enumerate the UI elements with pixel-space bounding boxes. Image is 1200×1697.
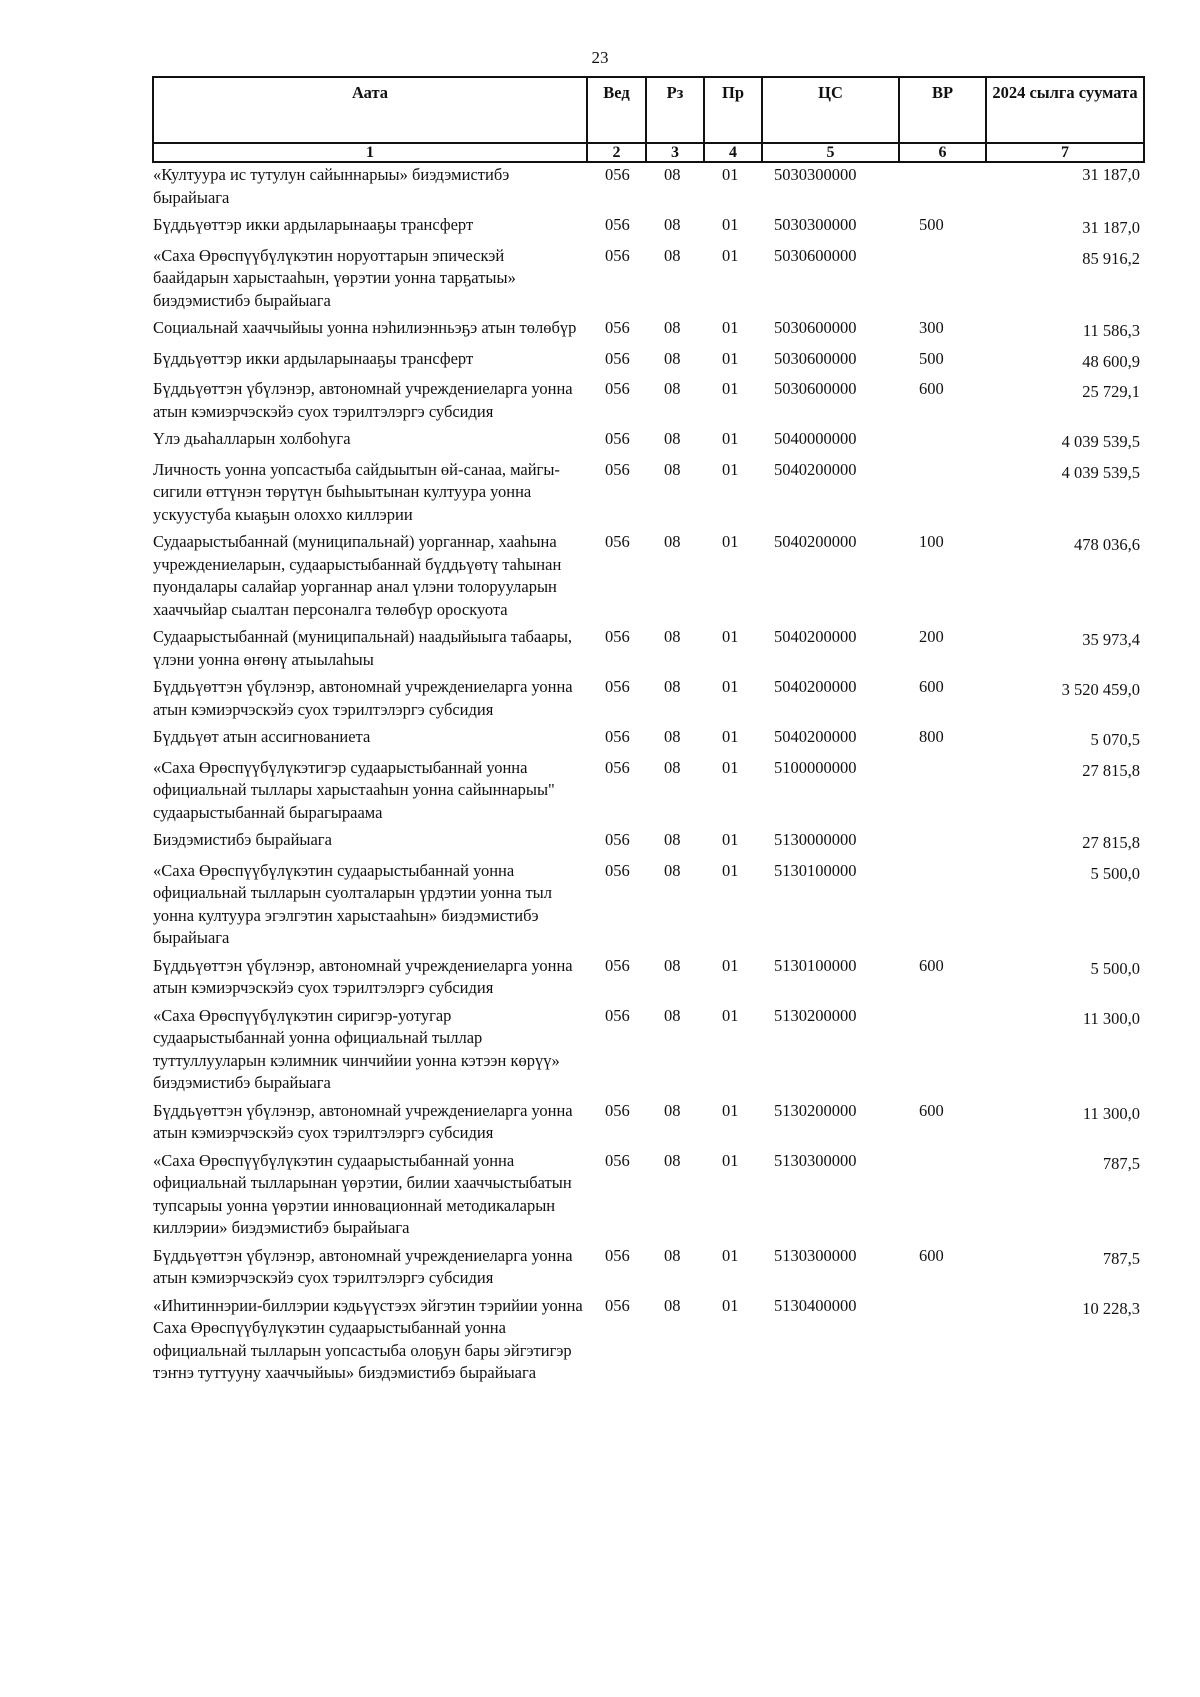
row-sum: 787,5 bbox=[1102, 1153, 1140, 1173]
row-vr: 500 bbox=[919, 215, 944, 234]
row-sum: 11 300,0 bbox=[1082, 1008, 1140, 1028]
row-sum: 5 070,5 bbox=[1090, 730, 1140, 749]
row-vr: 600 bbox=[919, 1100, 944, 1120]
row-ved: 056 bbox=[605, 532, 630, 551]
row-ved: 056 bbox=[605, 215, 630, 234]
row-cs: 5040200000 bbox=[774, 727, 857, 746]
table-row bbox=[153, 459, 1144, 532]
row-name: Үлэ дьаһалларын холбоһуга bbox=[153, 429, 351, 448]
row-sum: 11 300,0 bbox=[1082, 1103, 1140, 1123]
row-ved: 056 bbox=[605, 459, 630, 479]
row-pr: 01 bbox=[722, 379, 739, 398]
row-vr bbox=[899, 245, 986, 318]
row-cs: 5040200000 bbox=[774, 532, 857, 551]
header-rz: Рз bbox=[646, 77, 704, 143]
row-name: «Саха Өрөспүүбүлүкэтин судаарыстыбаннай уонна официальнай тылларын суолталарын үрдэтии уонна тыл уонна култуура эгэлгэтин харыстааһын» биэдэмистибэ бырайыага bbox=[153, 860, 552, 947]
row-ved: 056 bbox=[605, 245, 630, 265]
row-ved: 056 bbox=[605, 318, 630, 337]
row-cs: 5040200000 bbox=[774, 627, 857, 646]
row-name: Социальнай хааччыйыы уонна нэһилиэнньэҕэ атын төлөбүр bbox=[153, 318, 577, 337]
row-sum: 3 520 459,0 bbox=[1061, 680, 1140, 699]
row-vr bbox=[899, 829, 986, 860]
row-rz: 08 bbox=[664, 379, 681, 398]
row-vr: 600 bbox=[919, 379, 944, 398]
row-rz: 08 bbox=[664, 1100, 681, 1120]
row-cs: 5130200000 bbox=[774, 1005, 857, 1025]
row-name: «Саха Өрөспүүбүлүкэтин сиригэр-уотугар судаарыстыбаннай уонна официальнай тыллар туттуллууларын кэлимник чинчийии уонна кэтээн көрүү» биэдэмистибэ бырайыага bbox=[153, 1005, 560, 1092]
column-number: 5 bbox=[762, 143, 899, 162]
row-pr: 01 bbox=[722, 677, 739, 696]
table-row bbox=[153, 1150, 1144, 1245]
row-rz: 08 bbox=[664, 1005, 681, 1025]
budget-table bbox=[152, 76, 1145, 1390]
row-vr bbox=[899, 162, 986, 214]
row-name: Судаарыстыбаннай (муниципальнай) наадыйыыга табаары, үлэни уонна өҥөнү атыылаһыы bbox=[153, 627, 573, 669]
row-name: «Иһитиннэрии-биллэрии кэдьүүстээх эйгэтин тэрийии уонна Саха Өрөспүүбүлүкэтин судаарыстыбаннай уонна официальнай тылларын уопсастыба олоҕун бары эйгэтигэр тэҥнэ туттууну хааччыйыы» биэдэмистибэ бырайыага bbox=[153, 1295, 583, 1382]
row-vr: 600 bbox=[919, 1245, 944, 1265]
row-name: Бүддьүөттэр икки ардыларынааҕы трансферт bbox=[153, 348, 474, 368]
table-row bbox=[153, 378, 1144, 428]
row-name: «Култуура ис тутулун сайыннарыы» биэдэмистибэ бырайыага bbox=[153, 165, 510, 207]
row-pr: 01 bbox=[722, 245, 739, 265]
row-name: Биэдэмистибэ бырайыага bbox=[153, 830, 332, 849]
row-vr: 200 bbox=[919, 627, 944, 646]
row-rz: 08 bbox=[664, 532, 681, 551]
row-rz: 08 bbox=[664, 165, 681, 184]
row-rz: 08 bbox=[664, 215, 681, 234]
row-cs: 5030600000 bbox=[774, 348, 857, 368]
table-row bbox=[153, 162, 1144, 214]
row-rz: 08 bbox=[664, 627, 681, 646]
table-row bbox=[153, 1100, 1144, 1150]
row-sum: 4 039 539,5 bbox=[1061, 462, 1140, 482]
row-cs: 5030300000 bbox=[774, 215, 857, 234]
row-name: Бүддьүөттэн үбүлэнэр, автономнай учреждениеларга уонна атын кэмиэрчэскэйэ суох тэрилтэлэргэ субсидия bbox=[153, 677, 573, 719]
row-vr: 800 bbox=[919, 727, 944, 746]
table-row bbox=[153, 829, 1144, 860]
row-ved: 056 bbox=[605, 165, 630, 184]
row-vr bbox=[899, 459, 986, 532]
row-sum: 31 187,0 bbox=[1082, 165, 1140, 184]
row-cs: 5040200000 bbox=[774, 459, 857, 479]
row-rz: 08 bbox=[664, 1295, 681, 1315]
table-row bbox=[153, 214, 1144, 245]
row-cs: 5030600000 bbox=[774, 245, 857, 265]
table-row bbox=[153, 726, 1144, 757]
row-cs: 5130200000 bbox=[774, 1100, 857, 1120]
row-cs: 5130000000 bbox=[774, 830, 857, 849]
row-ved: 056 bbox=[605, 955, 630, 975]
row-sum: 5 500,0 bbox=[1090, 958, 1140, 978]
row-name: «Саха Өрөспүүбүлүкэтигэр судаарыстыбаннай уонна официальнай тыллары харыстааһын уонна сайыннарыы" судаарыстыбаннай бырагыраама bbox=[153, 757, 555, 822]
row-rz: 08 bbox=[664, 955, 681, 975]
row-rz: 08 bbox=[664, 677, 681, 696]
row-sum: 25 729,1 bbox=[1082, 382, 1140, 401]
row-sum: 11 586,3 bbox=[1082, 321, 1140, 340]
row-vr: 300 bbox=[919, 318, 944, 337]
header-sum: 2024 сылга суумата bbox=[986, 77, 1144, 143]
row-ved: 056 bbox=[605, 727, 630, 746]
row-sum: 4 039 539,5 bbox=[1061, 432, 1140, 451]
row-vr bbox=[899, 428, 986, 459]
row-name: Бүддьүөт атын ассигнованиета bbox=[153, 727, 371, 746]
row-pr: 01 bbox=[722, 1295, 739, 1315]
row-cs: 5040200000 bbox=[774, 677, 857, 696]
row-pr: 01 bbox=[722, 1005, 739, 1025]
row-vr bbox=[899, 1295, 986, 1390]
row-sum: 10 228,3 bbox=[1082, 1298, 1140, 1318]
row-cs: 5030600000 bbox=[774, 318, 857, 337]
row-sum: 31 187,0 bbox=[1082, 218, 1140, 237]
header-cs: ЦС bbox=[762, 77, 899, 143]
table-body bbox=[153, 162, 1144, 1390]
table-row bbox=[153, 245, 1144, 318]
row-name: Бүддьүөттэн үбүлэнэр, автономнай учреждениеларга уонна атын кэмиэрчэскэйэ суох тэрилтэлэргэ субсидия bbox=[153, 379, 573, 421]
column-number: 3 bbox=[646, 143, 704, 162]
header-pr: Пр bbox=[704, 77, 762, 143]
row-vr bbox=[899, 1150, 986, 1245]
row-sum: 35 973,4 bbox=[1082, 630, 1140, 649]
row-rz: 08 bbox=[664, 318, 681, 337]
row-cs: 5040000000 bbox=[774, 429, 857, 448]
row-ved: 056 bbox=[605, 1100, 630, 1120]
row-ved: 056 bbox=[605, 627, 630, 646]
row-ved: 056 bbox=[605, 429, 630, 448]
row-cs: 5130300000 bbox=[774, 1245, 857, 1265]
row-sum: 85 916,2 bbox=[1082, 248, 1140, 268]
row-pr: 01 bbox=[722, 459, 739, 479]
row-name: «Саха Өрөспүүбүлүкэтин судаарыстыбаннай уонна официальнай тылларынан үөрэтии, билии хааччыстыбатын тупсарыы уонна үөрэтии инновационнай методикаларын киллэрии» биэдэмистибэ бырайыага bbox=[153, 1150, 572, 1237]
table-row bbox=[153, 676, 1144, 726]
row-ved: 056 bbox=[605, 860, 630, 880]
table-row bbox=[153, 757, 1144, 830]
header-ved: Вед bbox=[587, 77, 646, 143]
row-vr bbox=[899, 757, 986, 830]
row-sum: 27 815,8 bbox=[1082, 833, 1140, 852]
row-name: Судаарыстыбаннай (муниципальнай) уорганнар, хааһына учреждениеларын, судаарыстыбаннай бүддьүөтү таһынан пуондалары салайар уорганнар анал үлэни толорууларын хааччыйар сыалтан персоналга төлөбүр ороскуота bbox=[153, 532, 562, 619]
row-pr: 01 bbox=[722, 627, 739, 646]
row-name: Бүддьүөттэн үбүлэнэр, автономнай учреждениеларга уонна атын кэмиэрчэскэйэ суох тэрилтэлэргэ субсидия bbox=[153, 1245, 573, 1287]
row-cs: 5130100000 bbox=[774, 860, 857, 880]
row-name: «Саха Өрөспүүбүлүкэтин норуоттарын эпическэй баайдарын харыстааһын, үөрэтии уонна тарҕатыы» биэдэмистибэ бырайыага bbox=[153, 245, 516, 310]
column-number: 1 bbox=[153, 143, 587, 162]
row-pr: 01 bbox=[722, 1100, 739, 1120]
row-pr: 01 bbox=[722, 348, 739, 368]
row-rz: 08 bbox=[664, 245, 681, 265]
row-pr: 01 bbox=[722, 955, 739, 975]
row-ved: 056 bbox=[605, 1005, 630, 1025]
table-row bbox=[153, 348, 1144, 379]
column-number: 4 bbox=[704, 143, 762, 162]
column-number: 6 bbox=[899, 143, 986, 162]
row-cs: 5030300000 bbox=[774, 165, 857, 184]
row-sum: 787,5 bbox=[1102, 1248, 1140, 1268]
header-name: Аата bbox=[153, 77, 587, 143]
row-pr: 01 bbox=[722, 215, 739, 234]
row-pr: 01 bbox=[722, 727, 739, 746]
row-cs: 5130400000 bbox=[774, 1295, 857, 1315]
row-vr: 600 bbox=[919, 955, 944, 975]
row-rz: 08 bbox=[664, 757, 681, 777]
row-pr: 01 bbox=[722, 1245, 739, 1265]
table-row bbox=[153, 1005, 1144, 1100]
row-sum: 27 815,8 bbox=[1082, 760, 1140, 780]
row-name: Бүддьүөттэр икки ардыларынааҕы трансферт bbox=[153, 215, 474, 234]
table-row bbox=[153, 860, 1144, 955]
row-ved: 056 bbox=[605, 830, 630, 849]
row-ved: 056 bbox=[605, 1150, 630, 1170]
header-vr: ВР bbox=[899, 77, 986, 143]
row-sum: 5 500,0 bbox=[1090, 863, 1140, 883]
row-vr: 600 bbox=[919, 677, 944, 696]
row-ved: 056 bbox=[605, 1245, 630, 1265]
table-row bbox=[153, 317, 1144, 348]
row-pr: 01 bbox=[722, 318, 739, 337]
row-ved: 056 bbox=[605, 1295, 630, 1315]
row-name: Бүддьүөттэн үбүлэнэр, автономнай учреждениеларга уонна атын кэмиэрчэскэйэ суох тэрилтэлэргэ субсидия bbox=[153, 1100, 573, 1142]
row-ved: 056 bbox=[605, 677, 630, 696]
page-number: 23 bbox=[591, 48, 609, 67]
row-rz: 08 bbox=[664, 1245, 681, 1265]
row-pr: 01 bbox=[722, 1150, 739, 1170]
row-rz: 08 bbox=[664, 459, 681, 479]
row-rz: 08 bbox=[664, 1150, 681, 1170]
column-number-row bbox=[153, 143, 1144, 162]
column-number: 2 bbox=[587, 143, 646, 162]
column-number: 7 bbox=[986, 143, 1144, 162]
table-row bbox=[153, 428, 1144, 459]
row-pr: 01 bbox=[722, 860, 739, 880]
row-pr: 01 bbox=[722, 757, 739, 777]
header-row bbox=[153, 77, 1144, 143]
row-rz: 08 bbox=[664, 727, 681, 746]
row-pr: 01 bbox=[722, 165, 739, 184]
row-cs: 5100000000 bbox=[774, 757, 857, 777]
table-row bbox=[153, 626, 1144, 676]
row-ved: 056 bbox=[605, 757, 630, 777]
table-row bbox=[153, 1245, 1144, 1295]
row-sum: 48 600,9 bbox=[1082, 351, 1140, 371]
row-cs: 5130100000 bbox=[774, 955, 857, 975]
row-vr: 500 bbox=[919, 348, 944, 368]
row-rz: 08 bbox=[664, 348, 681, 368]
row-vr bbox=[899, 1005, 986, 1100]
table-row bbox=[153, 955, 1144, 1005]
row-vr: 100 bbox=[919, 532, 944, 551]
row-pr: 01 bbox=[722, 532, 739, 551]
table-row bbox=[153, 531, 1144, 626]
row-ved: 056 bbox=[605, 379, 630, 398]
row-pr: 01 bbox=[722, 830, 739, 849]
row-pr: 01 bbox=[722, 429, 739, 448]
row-rz: 08 bbox=[664, 860, 681, 880]
row-cs: 5030600000 bbox=[774, 379, 857, 398]
row-name: Бүддьүөттэн үбүлэнэр, автономнай учреждениеларга уонна атын кэмиэрчэскэйэ суох тэрилтэлэргэ субсидия bbox=[153, 955, 573, 997]
row-rz: 08 bbox=[664, 830, 681, 849]
row-rz: 08 bbox=[664, 429, 681, 448]
row-cs: 5130300000 bbox=[774, 1150, 857, 1170]
table-row bbox=[153, 1295, 1144, 1390]
row-sum: 478 036,6 bbox=[1074, 535, 1140, 554]
row-ved: 056 bbox=[605, 348, 630, 368]
row-name: Личность уонна уопсастыба сайдыытын өй-санаа, майгы-сигили өттүнэн төрүтүн быһыытынан култуура уонна ускуустуба кыаҕын олоххо киллэрии bbox=[153, 459, 560, 524]
row-vr bbox=[899, 860, 986, 955]
